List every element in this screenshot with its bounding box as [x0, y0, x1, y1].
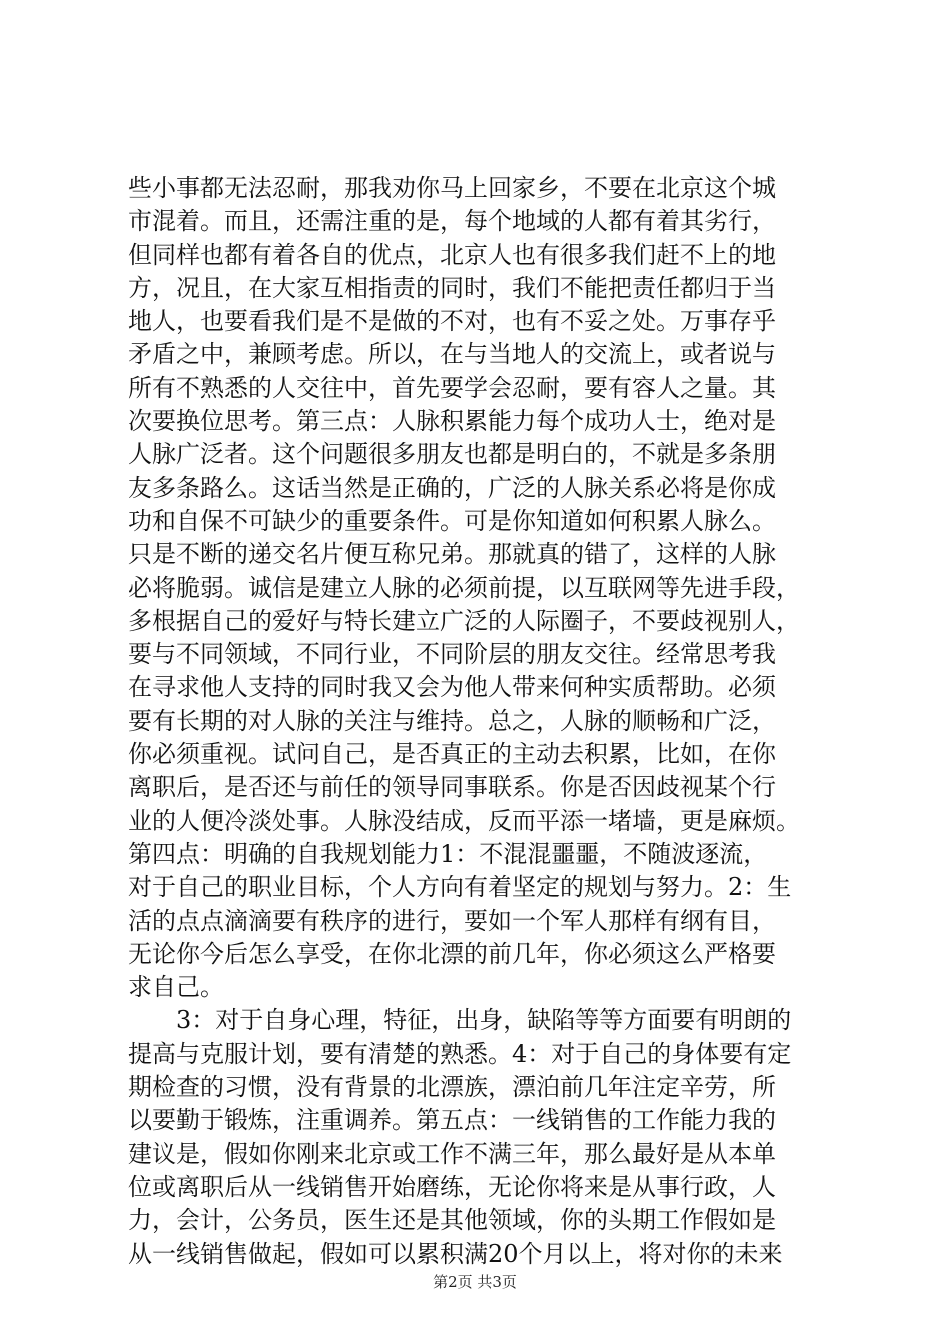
text-line: 友多条路么。这话当然是正确的，广泛的人脉关系必将是你成 — [128, 473, 776, 502]
body-text — [128, 172, 833, 1271]
text-line: 只是不断的递交名片便互称兄弟。那就真的错了，这样的人脉 — [128, 540, 776, 569]
text-line: 方，况且，在大家互相指责的同时，我们不能把责任都归于当 — [128, 273, 776, 302]
text-line: 对于自己的职业目标，个人方向有着坚定的规划与努力。2：生 — [128, 873, 792, 902]
text-line: 多根据自己的爱好与特长建立广泛的人际圈子，不要歧视别人， — [128, 606, 800, 635]
text-line: 但同样也都有着各自的优点，北京人也有很多我们赶不上的地 — [128, 240, 776, 269]
text-line: 业的人便冷淡处事。人脉没结成，反而平添一堵墙，更是麻烦。 — [128, 806, 800, 835]
text-line: 所有不熟悉的人交往中，首先要学会忍耐，要有容人之量。其 — [128, 373, 776, 402]
text-line: 些小事都无法忍耐，那我劝你马上回家乡，不要在北京这个城 — [128, 174, 776, 202]
text-line: 第四点：明确的自我规划能力1：不混混噩噩，不随波逐流， — [128, 839, 768, 868]
text-line: 你必须重视。试问自己，是否真正的主动去积累，比如，在你 — [128, 740, 776, 769]
text-line: 要有长期的对人脉的关注与维持。总之，人脉的顺畅和广泛， — [128, 706, 776, 735]
text-line: 离职后，是否还与前任的领导同事联系。你是否因歧视某个行 — [128, 773, 776, 802]
text-line: 力，会计，公务员，医生还是其他领域，你的头期工作假如是 — [128, 1206, 776, 1235]
page-footer — [0, 1272, 950, 1292]
text-line: 求自己。 — [128, 973, 224, 1002]
text-line: 从一线销售做起，假如可以累积满20个月以上，将对你的未来 — [128, 1239, 783, 1268]
text-line: 期检查的习惯，没有背景的北漂族，漂泊前几年注定辛劳，所 — [128, 1073, 776, 1102]
text-line: 无论你今后怎么享受，在你北漂的前几年，你必须这么严格要 — [128, 939, 776, 968]
text-line: 要与不同领域，不同行业，不同阶层的朋友交往。经常思考我 — [128, 640, 776, 669]
page-number: 第2页 共3页 — [433, 1273, 517, 1291]
text-line: 市混着。而且，还需注重的是，每个地域的人都有着其劣行， — [128, 207, 776, 236]
text-line: 提高与克服计划，要有清楚的熟悉。4：对于自己的身体要有定 — [128, 1039, 792, 1068]
text-line: 必将脆弱。诚信是建立人脉的必须前提，以互联网等先进手段， — [128, 573, 800, 602]
text-line: 位或离职后从一线销售开始磨练，无论你将来是从事行政，人 — [128, 1172, 776, 1201]
text-line: 3：对于自身心理，特征，出身，缺陷等等方面要有明朗的 — [128, 1006, 792, 1035]
text-line: 地人，也要看我们是不是做的不对，也有不妥之处。万事存乎 — [128, 307, 776, 336]
text-line: 次要换位思考。第三点：人脉积累能力每个成功人士，绝对是 — [128, 407, 776, 436]
text-line: 以要勤于锻炼，注重调养。第五点：一线销售的工作能力我的 — [128, 1106, 776, 1135]
text-line: 建议是，假如你刚来北京或工作不满三年，那么最好是从本单 — [128, 1139, 776, 1168]
text-line: 活的点点滴滴要有秩序的进行，要如一个军人那样有纲有目， — [128, 906, 776, 935]
text-line: 矛盾之中，兼顾考虑。所以，在与当地人的交流上，或者说与 — [128, 340, 776, 369]
text-line: 人脉广泛者。这个问题很多朋友也都是明白的，不就是多条朋 — [128, 440, 776, 469]
text-line: 功和自保不可缺少的重要条件。可是你知道如何积累人脉么。 — [128, 506, 776, 535]
text-line: 在寻求他人支持的同时我又会为他人带来何种实质帮助。必须 — [128, 673, 776, 702]
